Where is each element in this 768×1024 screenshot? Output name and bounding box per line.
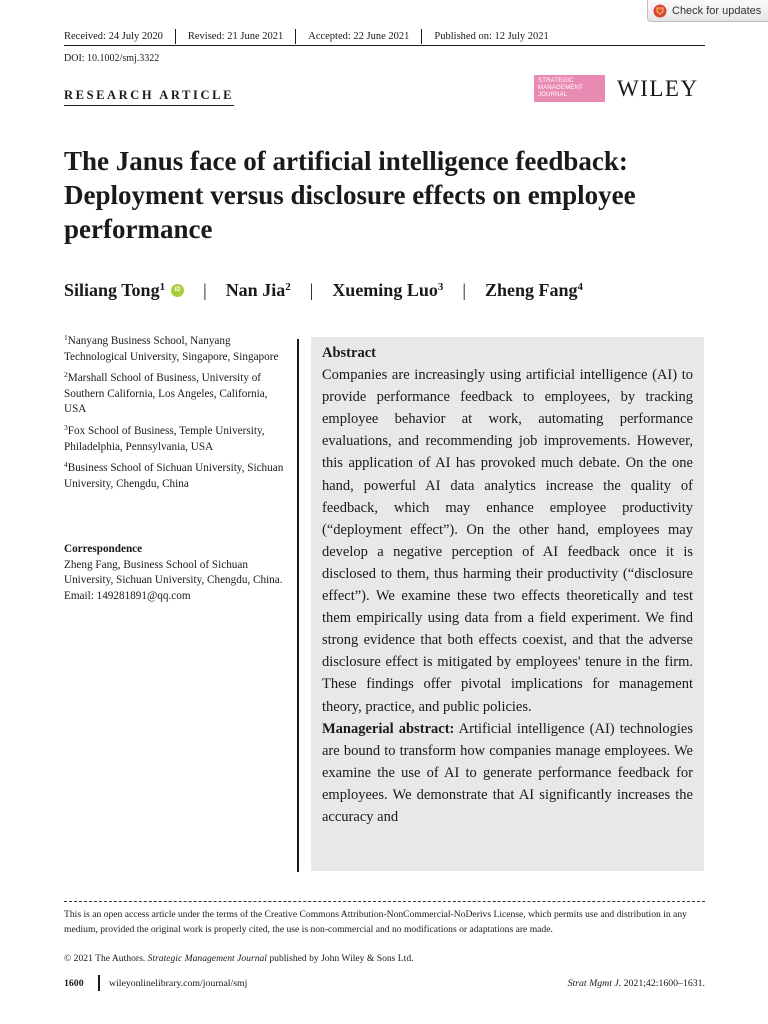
date-accepted: Accepted: 22 June 2021 [295, 29, 421, 44]
affiliation-item: $^4$Business School of Sichuan University, Sichuan University, Chengdu, China [64, 460, 284, 490]
journal-logo-line3: JOURNAL [538, 92, 568, 98]
journal-logo-line2: MANAGEMENT [538, 85, 584, 91]
author-separator: | [309, 279, 314, 300]
page-number: 1600 [64, 978, 84, 989]
abstract-text: Companies are increasingly using artificial intelligence (AI) to provide performance feedback to employees, by tracking employee behavior at work, automating performance evaluations, and recommending job improvements. However, this application of AI has provoked much debate. On the one hand, powerful AI data analytics increase the quality of feedback, which may enhance employee productivity (“deployment effect”). On the other hand, employees may develop a negative perception of AI feedback once it is disclosed to them, thus harming their productivity (“disclosure effect”). We examine these two effects theoretically and test them empirically using data from a field experiment. We find strong evidence that both effects coexist, and that the adverse disclosure effect is mitigated by employees' tenure in the firm. These findings offer pivotal implications for management theory, practice, and public policies. [322, 367, 693, 715]
abstract-heading: Abstract [322, 345, 376, 361]
affiliation-item: $^3$Fox School of Business, Temple University, Philadelphia, Pennsylvania, USA [64, 422, 265, 453]
license-note: This is an open access article under the terms of the Creative Commons Attribution-NonCommercial-NoDerivs License, which permits use and distribution in any medium, provided the original work is properly cited, the use is non-commercial and no modifications or adaptations are made. [64, 909, 687, 935]
author-separator: | [462, 279, 466, 300]
crossmark-icon [653, 4, 667, 18]
publication-dates [64, 29, 705, 46]
journal-url-link[interactable]: wileyonlinelibrary.com/journal/smj [109, 978, 248, 989]
affiliation-item: $^1$Nanyang Business School, Nanyang Technological University, Singapore, Singapore [64, 333, 279, 363]
article-type-label: RESEARCH ARTICLE [64, 88, 234, 106]
affiliations [64, 334, 289, 498]
journal-logo-line1: STRATEGIC [538, 78, 574, 84]
date-published: Published on: 12 July 2021 [421, 29, 560, 44]
date-received: Received: 24 July 2020 [64, 31, 163, 42]
managerial-abstract [322, 718, 693, 828]
author-name[interactable]: Zheng Fang$^4$ [484, 279, 583, 300]
footnote-divider [64, 901, 705, 902]
author-list [64, 278, 583, 302]
managerial-abstract-text: Artificial intelligence (AI) technologies are bound to transform how companies manage employees. We examine the use of AI to generate performance feedback for employees. We demonstrate that AI significantly increases the accuracy and [322, 720, 694, 825]
journal-logo [534, 75, 605, 102]
article-title: The Janus face of artificial intelligence feedback: Deployment versus disclosure effects on employee performance [64, 146, 636, 244]
column-divider [297, 339, 299, 872]
managerial-abstract-heading: Managerial abstract: [322, 720, 455, 737]
page-footer [64, 978, 705, 992]
abstract-box [311, 337, 704, 871]
correspondence-heading: Correspondence [64, 543, 143, 555]
correspondence-email[interactable]: Email: 149281891@qq.com [64, 589, 191, 602]
citation: Strat Mgmt J. 2021;42:1600–1631. [567, 978, 705, 989]
date-revised: Revised: 21 June 2021 [175, 29, 295, 44]
correspondence [64, 542, 289, 604]
check-for-updates-label: Check for updates [672, 4, 762, 17]
correspondence-text: Zheng Fang, Business School of Sichuan University, Sichuan University, Chengdu, China. [64, 558, 283, 587]
publisher-logo: WILEY [617, 76, 699, 101]
author-separator: | [203, 279, 207, 300]
copyright-note: © 2021 The Authors. Strategic Management Journal published by John Wiley & Sons Ltd. [64, 953, 414, 964]
footer-divider [98, 975, 100, 991]
orcid-icon[interactable]: iD [171, 284, 184, 297]
author-name[interactable]: Siliang Tong$^1$ [64, 279, 166, 300]
author-name[interactable]: Xueming Luo$^3$ [332, 279, 444, 300]
author-name[interactable]: Nan Jia$^2$ [225, 279, 291, 300]
check-for-updates-button[interactable] [647, 0, 768, 22]
affiliation-item: $^2$Marshall School of Business, University of Southern California, Los Angeles, California, USA [64, 370, 268, 416]
doi-link[interactable]: DOI: 10.1002/smj.3322 [64, 53, 160, 64]
